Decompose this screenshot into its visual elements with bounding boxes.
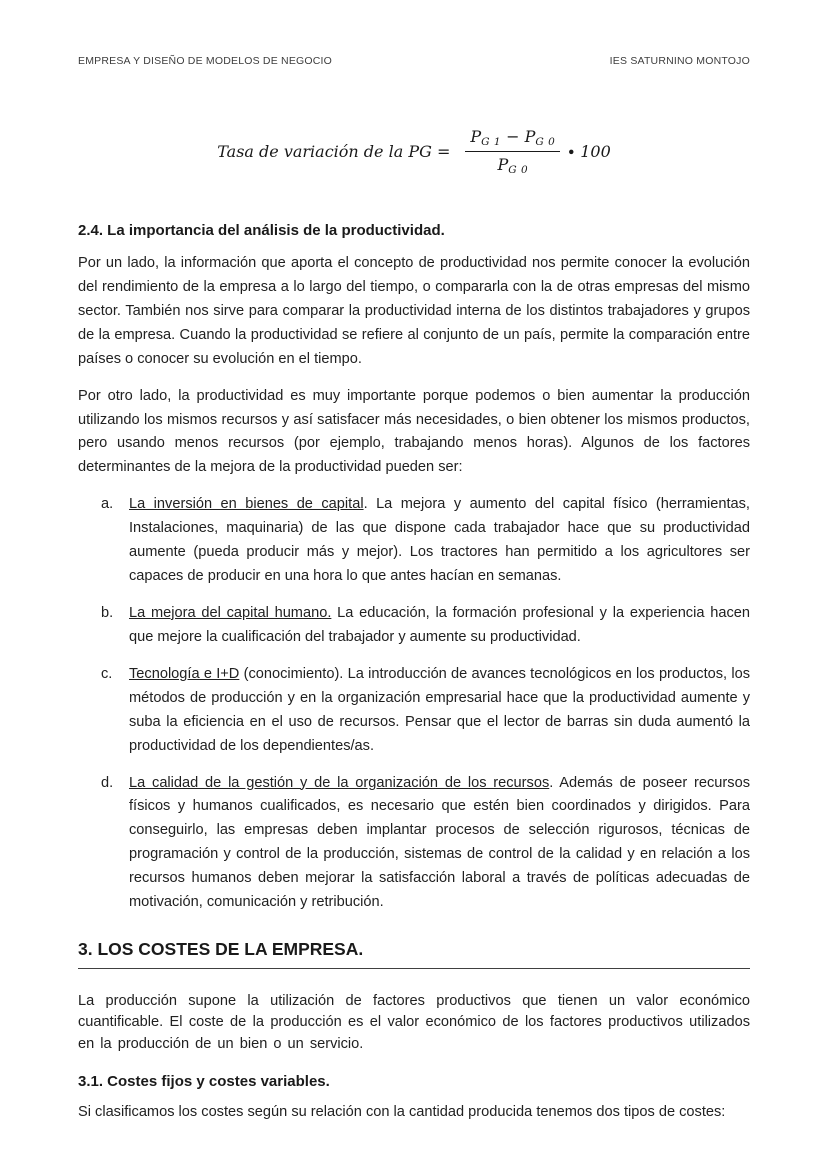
- list-item-c-rest: (conocimiento). La introducción de avances tecnológicos en los productos, los métodos de producción y en la organización empresarial hace que la productividad aumente y suba la eficiencia en el uso de recursos. Pensar que el lector de barras sin duda aumentó la productividad de los dependientes/as.: [129, 665, 750, 754]
- page-header: [78, 55, 750, 67]
- formula-num-sub2: G 0: [535, 136, 556, 148]
- header-left-title: EMPRESA Y DISEÑO DE MODELOS DE NEGOCIO: [78, 55, 333, 67]
- formula-block: [78, 127, 750, 176]
- section-3-paragraph-1: La producción supone la utilización de factores productivos que tienen un valor económico cuantificable. El coste de la producción es el valor económico de los factores productivos utilizados en la producción de un bien o un servicio.: [78, 993, 750, 1052]
- section-2-4-paragraph-2: Por otro lado, la productividad es muy importante porque podemos o bien aumentar la producción utilizando los mismos recursos y así satisfacer más necesidades, o bien obtener los mismos productos, pero usando menos recursos (por ejemplo, trabajando menos horas). Algunos de los factores determinantes de la mejora de la productividad pueden ser:: [78, 387, 750, 476]
- list-item-b-rest: La educación, la formación profesional y la experiencia hacen que mejore la cualificación del trabajador y aumente su productividad.: [129, 604, 750, 645]
- section-2-4-heading: 2.4. La importancia del análisis de la productividad.: [78, 222, 445, 239]
- formula-denominator: [498, 152, 529, 176]
- list-item-a-text: [129, 493, 750, 589]
- section-3-1-paragraph-1: Si clasificamos los costes según su relación con la cantidad producida tenemos dos tipos de costes:: [78, 1104, 726, 1121]
- list-marker-d: d.: [101, 774, 114, 791]
- formula-num-base2: P: [524, 127, 536, 146]
- list-item-c-lead: Tecnología e I+D: [129, 665, 240, 682]
- formula-num-sub1: G 1: [481, 136, 502, 148]
- formula-den-base: P: [497, 155, 509, 174]
- list-item-b-text: [129, 602, 750, 650]
- formula-num-base1: P: [470, 127, 482, 146]
- list-item-d: [78, 772, 750, 916]
- list-item-c-text: [129, 663, 750, 759]
- list-item-b-lead: La mejora del capital humano.: [129, 604, 332, 621]
- list-item-b: [78, 602, 750, 650]
- list-marker-c: c.: [101, 665, 113, 682]
- formula-minus: −: [501, 127, 525, 146]
- list-marker-a: a.: [101, 496, 114, 513]
- formula-suffix: ∙ 100: [567, 142, 611, 161]
- formula-fraction: [465, 127, 560, 176]
- list-marker-b: b.: [101, 604, 114, 621]
- list-item-a-lead: La inversión en bienes de capital: [129, 496, 364, 513]
- list-item-c: [78, 663, 750, 759]
- formula-lhs: Tasa de variación de la PG =: [217, 142, 451, 161]
- productivity-variation-formula: [217, 127, 611, 176]
- section-2-4-paragraph-1: Por un lado, la información que aporta el concepto de productividad nos permite conocer la evolución del rendimiento de la empresa a lo largo del tiempo, o compararla con la de otras empresas del mismo sector. También nos sirve para comparar la productividad interna de los distintos trabajadores y grupos de la empresa. Cuando la productividad se refiere al conjunto de un país, permite la comparación entre países o conocer su evolución en el tiempo.: [78, 255, 750, 367]
- list-item-d-rest: . Además de poseer recursos físicos y humanos cualificados, es necesario que estén bien coordinados y dirigidos. Para conseguirlo, las empresas deben implantar procesos de selección rigurosos, técnicas de programación y control de la producción, sistemas de control de la calidad y en relación a los recursos humanos deben mejorar la satisfacción laboral a través de políticas adecuadas de motivación, comunicación y retribución.: [129, 774, 750, 911]
- formula-numerator: [465, 127, 560, 152]
- list-item-a-rest: . La mejora y aumento del capital físico (herramientas, Instalaciones, maquinaria) de las que dispone cada trabajador hace que su productividad aumente (pueda producir más y mejor). Los tractores han permitido a los agricultores ser capaces de producir en una hora lo que antes hacían en semanas.: [129, 496, 750, 585]
- header-right-title: IES SATURNINO MONTOJO: [609, 55, 750, 67]
- list-item-a: [78, 493, 750, 589]
- formula-den-sub: G 0: [508, 164, 529, 176]
- list-item-d-text: [129, 772, 750, 916]
- list-item-d-lead: La calidad de la gestión y de la organización de los recursos: [129, 774, 550, 791]
- section-3-1-heading: 3.1. Costes fijos y costes variables.: [78, 1073, 330, 1091]
- factors-list: [78, 493, 750, 915]
- section-3-heading: 3. LOS COSTES DE LA EMPRESA.: [78, 939, 750, 969]
